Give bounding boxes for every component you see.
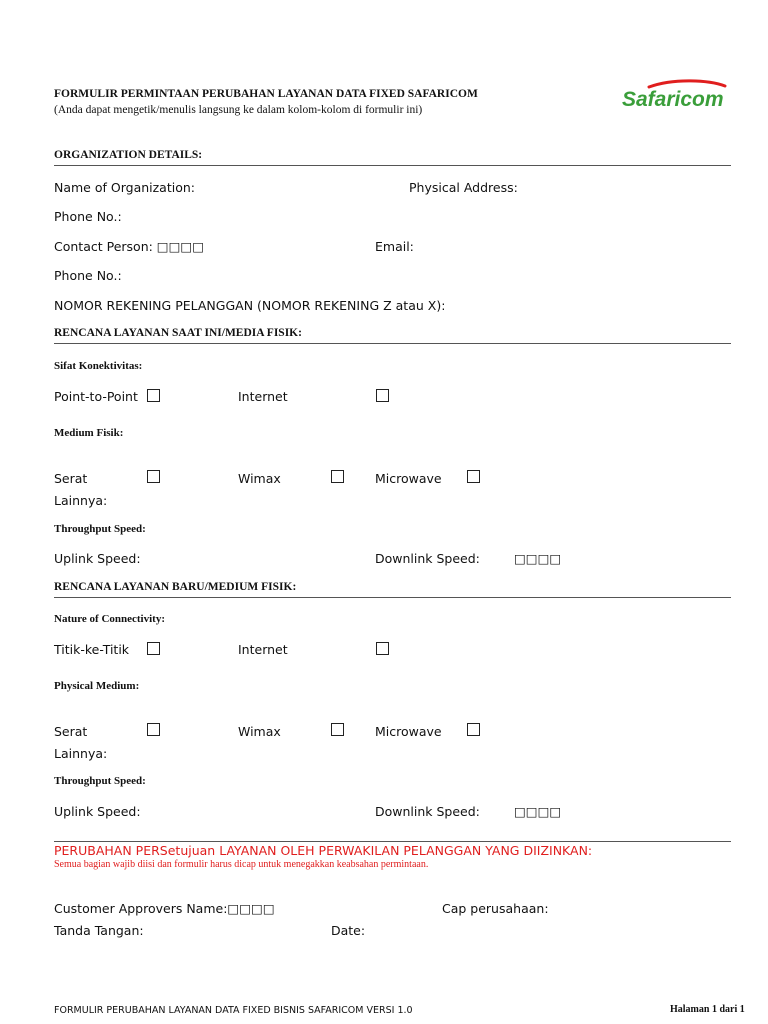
nature-connectivity-label: Nature of Connectivity: (54, 613, 165, 625)
point-to-point-label: Point-to-Point (54, 389, 138, 404)
footer-page-number: Halaman 1 dari 1 (670, 1004, 745, 1015)
phone-label: Phone No.: (54, 209, 122, 224)
safaricom-logo (619, 78, 731, 114)
new-internet-label: Internet (238, 642, 288, 657)
footer-form-version: FORMULIR PERUBAHAN LAYANAN DATA FIXED BISNIS SAFARICOM VERSI 1.0 (54, 1005, 413, 1016)
fiber-label: Serat (54, 471, 88, 486)
throughput-label: Throughput Speed: (54, 523, 146, 535)
new-microwave-checkbox[interactable] (467, 723, 480, 736)
divider (54, 165, 731, 166)
new-fiber-label: Serat (54, 724, 88, 739)
divider (54, 597, 731, 598)
titik-ke-titik-label: Titik-ke-Titik (54, 642, 130, 657)
approval-heading: PERUBAHAN PERSetujuan LAYANAN OLEH PERWAKILAN PELANGGAN YANG DIIZINKAN: (54, 843, 593, 858)
new-microwave-label: Microwave (375, 724, 442, 739)
new-throughput-label: Throughput Speed: (54, 775, 146, 787)
new-others-label: Lainnya: (54, 746, 108, 761)
new-plan-heading: RENCANA LAYANAN BARU/MEDIUM FISIK: (54, 581, 297, 593)
phone-label-2: Phone No.: (54, 268, 122, 283)
others-label: Lainnya: (54, 493, 108, 508)
titik-ke-titik-checkbox[interactable] (147, 642, 160, 655)
uplink-speed-label: Uplink Speed: (54, 551, 141, 566)
wimax-label: Wimax (238, 471, 281, 486)
approval-note: Semua bagian wajib diisi dan formulir harus dicap untuk menegakkan keabsahan permintaan. (54, 859, 429, 870)
new-wimax-label: Wimax (238, 724, 281, 739)
form-subtitle: (Anda dapat mengetik/menulis langsung ke dalam kolom-kolom di formulir ini) (54, 104, 423, 116)
contact-person-label: Contact Person: □□□□ (54, 239, 205, 254)
connectivity-label: Sifat Konektivitas: (54, 360, 143, 372)
wimax-checkbox[interactable] (331, 470, 344, 483)
physical-address-label: Physical Address: (409, 180, 518, 195)
signature-label: Tanda Tangan: (54, 923, 144, 938)
email-label: Email: (375, 239, 414, 254)
org-name-label: Name of Organization: (54, 180, 195, 195)
form-title: FORMULIR PERMINTAAN PERUBAHAN LAYANAN DATA FIXED SAFARICOM (54, 88, 478, 100)
new-physical-medium-label: Physical Medium: (54, 680, 140, 692)
divider (54, 841, 731, 842)
new-fiber-checkbox[interactable] (147, 723, 160, 736)
date-label: Date: (331, 923, 366, 938)
safaricom-logo-text: Safaricom (622, 88, 724, 111)
internet-label: Internet (238, 389, 288, 404)
fiber-checkbox[interactable] (147, 470, 160, 483)
downlink-speed-value: □□□□ (514, 551, 562, 566)
physical-medium-label: Medium Fisik: (54, 427, 124, 439)
company-stamp-label: Cap perusahaan: (442, 901, 549, 916)
new-downlink-speed-label: Downlink Speed: (375, 804, 480, 819)
divider (54, 343, 731, 344)
microwave-label: Microwave (375, 471, 442, 486)
approver-name-label: Customer Approvers Name:□□□□ (54, 901, 275, 916)
new-downlink-speed-value: □□□□ (514, 804, 562, 819)
point-to-point-checkbox[interactable] (147, 389, 160, 402)
new-internet-checkbox[interactable] (376, 642, 389, 655)
org-section-heading: ORGANIZATION DETAILS: (54, 149, 203, 161)
microwave-checkbox[interactable] (467, 470, 480, 483)
new-wimax-checkbox[interactable] (331, 723, 344, 736)
new-uplink-speed-label: Uplink Speed: (54, 804, 141, 819)
internet-checkbox[interactable] (376, 389, 389, 402)
downlink-speed-label: Downlink Speed: (375, 551, 480, 566)
current-plan-heading: RENCANA LAYANAN SAAT INI/MEDIA FISIK: (54, 327, 302, 339)
account-number-label: NOMOR REKENING PELANGGAN (NOMOR REKENING Z atau X): (54, 298, 446, 313)
